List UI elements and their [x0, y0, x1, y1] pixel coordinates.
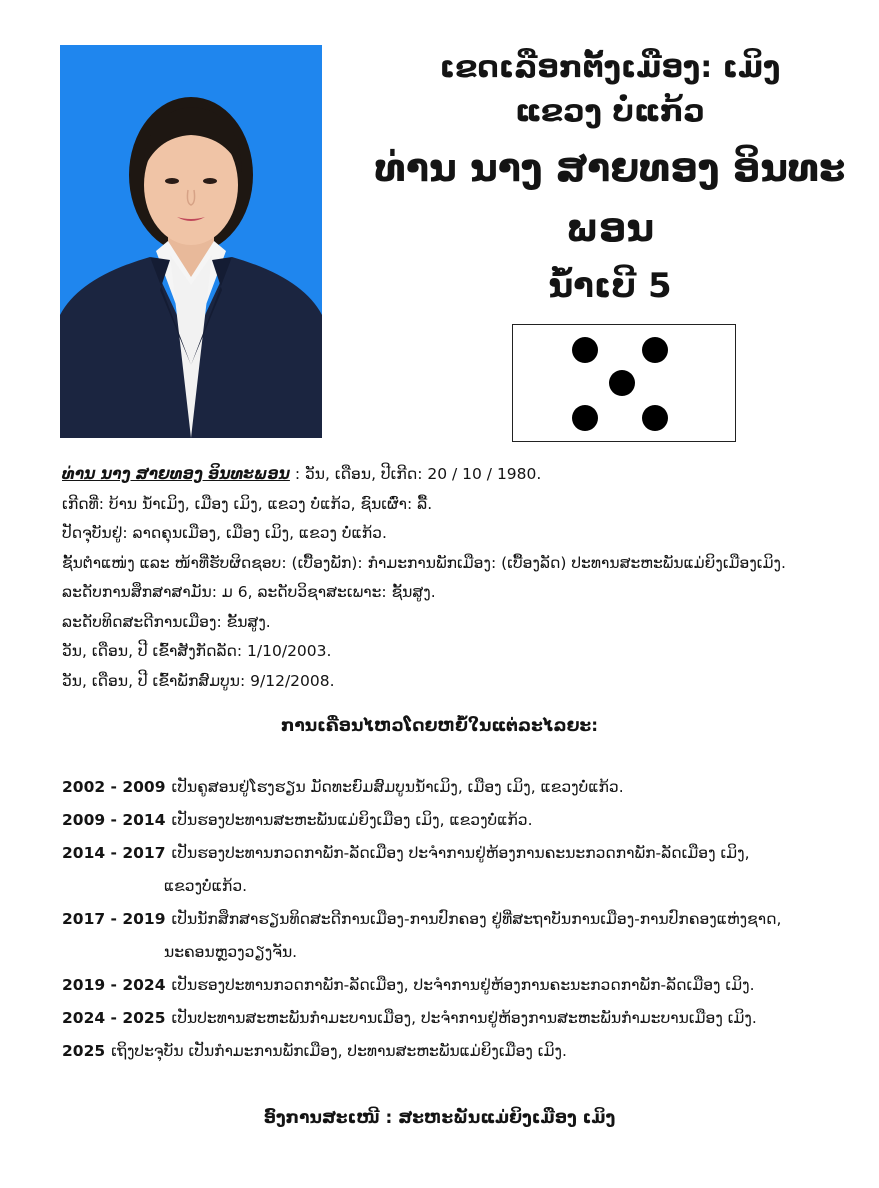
title-block [350, 40, 870, 314]
candidate-info [62, 460, 862, 696]
history-text: ເປັນຮອງປະທານສະຫະພັນແມ່ຍິງເມືອງ ເມິງ, ແຂວງບໍ່ແກ້ວ. [171, 811, 533, 829]
history-text: ເປັນຮອງປະທານກວດກາພັກ-ລັດເມືອງ ປະຈຳການຢູ່ຫ້ອງການຄະນະກວດກາພັກ-ລັດເມືອງ ເມິງ, [171, 844, 750, 862]
history-years: 2014 - 2017 [62, 844, 166, 862]
info-birth-row [62, 460, 862, 490]
history-years: 2019 - 2024 [62, 976, 166, 994]
province-title: ແຂວງ ບໍ່ແກ້ວ [515, 94, 705, 129]
history-item [62, 1003, 862, 1034]
history-text: ເຖິງປະຈຸບັນ ເປັນກຳມະການພັກເມືອງ, ປະທານສະຫະພັນແມ່ຍິງເມືອງ ເມິງ. [111, 1042, 567, 1060]
ballot-number-dice [512, 324, 736, 442]
dice-dot [642, 337, 668, 363]
history-years: 2025 [62, 1042, 106, 1060]
history-item [62, 970, 862, 1001]
info-birthplace: ເກີດທີ່: ບ້ານ ນໍ້າເມິງ, ເມືອງ ເມິງ, ແຂວງ ບໍ່ແກ້ວ, ຊົນເຜົ່າ: ລື້. [62, 494, 433, 513]
constituency-title: ເຂດເລືອກຕັ້ງເມືອງ: ເມິງ [439, 50, 781, 85]
ballot-number-label: ນໍ້າເບີ 5 [548, 266, 672, 306]
history-years: 2009 - 2014 [62, 811, 166, 829]
history-text: ເປັນຄູສອນຢູ່ໂຮງຮຽນ ມັດທະຍົມສົມບູນນໍ້າເມິງ, ເມືອງ ເມິງ, ແຂວງບໍ່ແກ້ວ. [171, 778, 624, 796]
info-position: ຊັ້ນຕຳແໜ່ງ ແລະ ໜ້າທີ່ຮັບຜິດຊອບ: (ເບື້ອງພັກ): ກຳມະການພັກເມືອງ: (ເບື້ອງລັດ) ປະທານສະຫະພັນແມ່ຍິງເມືອງເມິງ. [62, 553, 786, 572]
info-residence: ປັດຈຸບັນຢູ່: ລາດຄຸນເມືອງ, ເມືອງ ເມິງ, ແຂວງ ບໍ່ແກ້ວ. [62, 524, 387, 542]
dice-dot [609, 370, 635, 396]
history-item [62, 1036, 862, 1067]
history-text: ເປັນຮອງປະທານກວດກາພັກ-ລັດເມືອງ, ປະຈຳການຢູ່ຫ້ອງການຄະນະກວດກາພັກ-ລັດເມືອງ ເມິງ. [171, 976, 755, 994]
history-item [62, 805, 862, 836]
history-item [62, 904, 862, 968]
history-text: ເປັນປະທານສະຫະພັນກຳມະບານເມືອງ, ປະຈຳການຢູ່ຫ້ອງການສະຫະພັນກຳມະບານເມືອງ ເມິງ. [171, 1009, 757, 1027]
info-org-date: ວັນ, ເດືອນ, ປີ ເຂົ້າສັງກັດລັດ: 1/10/2003. [62, 642, 332, 660]
history-item [62, 772, 862, 803]
history-text-continued: ແຂວງບໍ່ແກ້ວ. [164, 877, 248, 895]
history-text: ເປັນນັກສຶກສາຮຽນທິດສະດີການເມືອງ-ການປົກຄອງ ຢູ່ທີ່ສະຖາບັນການເມືອງ-ການປົກຄອງແຫ່ງຊາດ, [171, 910, 782, 928]
history-years: 2024 - 2025 [62, 1009, 166, 1027]
history-list [62, 772, 862, 1069]
info-education: ລະດັບການສຶກສາສາມັນ: ມ 6, ລະດັບວິຊາສະເພາະ: ຊັ້ນສູງ. [62, 583, 436, 601]
nominating-organization: ອົງການສະເໜີ : ສະຫະພັນແມ່ຍິງເມືອງ ເມິງ [263, 1108, 616, 1128]
dice-dot [572, 337, 598, 363]
history-text-continued: ນະຄອນຫຼວງວຽງຈັນ. [164, 943, 298, 961]
portrait-image [60, 45, 322, 438]
info-political: ລະດັບທິດສະດີການເມືອງ: ຂັ້ນສູງ. [62, 612, 271, 631]
history-item [62, 838, 862, 902]
history-years: 2017 - 2019 [62, 910, 166, 928]
dice-dot [642, 405, 668, 431]
history-years: 2002 - 2009 [62, 778, 166, 796]
info-name: ທ່ານ ນາງ ສາຍທອງ ອິນທະພອນ [62, 465, 290, 483]
history-heading: ການເຄື່ອນໄຫວໂດຍຫຍໍ້ໃນແຕ່ລະໄລຍະ: [280, 716, 599, 736]
candidate-name: ທ່ານ ນາງ ສາຍທອງ ອິນທະພອນ [374, 146, 846, 250]
dice-dot [572, 405, 598, 431]
info-party-date: ວັນ, ເດືອນ, ປີ ເຂົ້າພັກສົມບູນ: 9/12/2008. [62, 671, 335, 690]
candidate-photo [60, 45, 322, 438]
info-birth: : ວັນ, ເດືອນ, ປີເກີດ: 20 / 10 / 1980. [289, 465, 542, 483]
